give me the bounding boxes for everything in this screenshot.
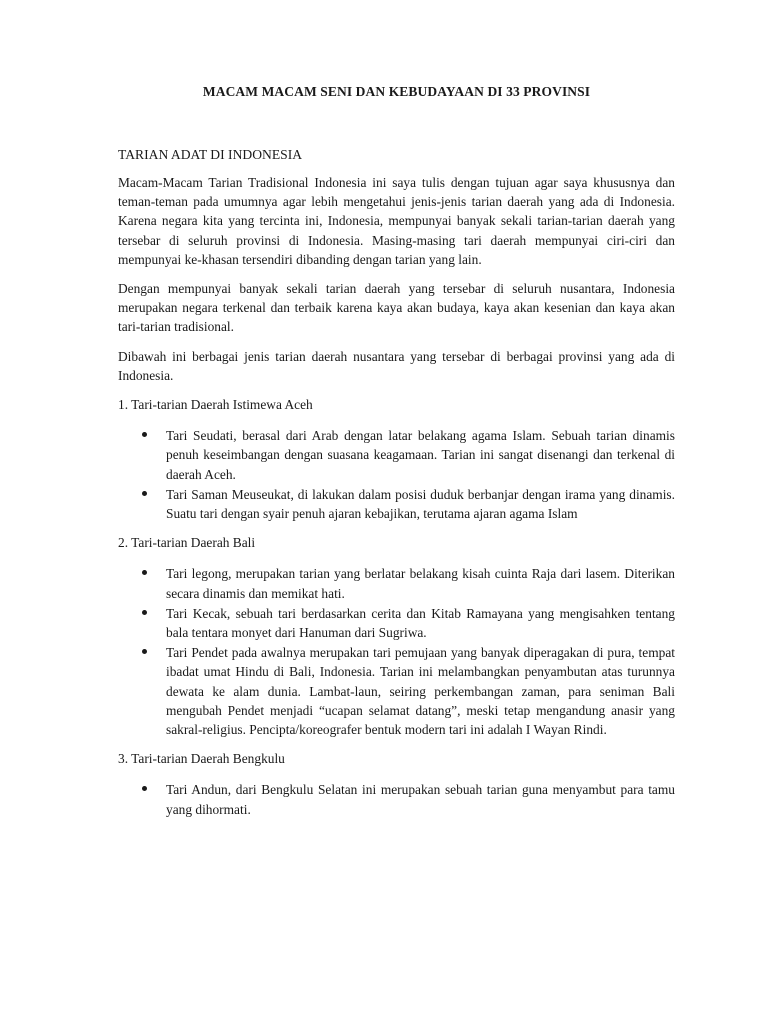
list-item-text: Tari legong, merupakan tarian yang berlatar belakang kisah cuinta Raja dari lasem. Diterikan secara dinamis dan memikat hati. [166, 566, 675, 601]
list-item-text: Tari Saman Meuseukat, di lakukan dalam posisi duduk berbanjar dengan irama yang dinamis. Suatu tari dengan syair penuh ajaran kebajikan, terutama ajaran agama Islam [166, 486, 675, 522]
section-heading: TARIAN ADAT DI INDONESIA [118, 147, 303, 162]
bullet-icon [142, 786, 147, 791]
list-heading-bengkulu: 3. Tari-tarian Daerah Bengkulu [118, 751, 285, 767]
document-title: MACAM MACAM SENI DAN KEBUDAYAAN DI 33 PROVINSI [202, 84, 591, 99]
list-item-text: Tari Kecak, sebuah tari berdasarkan cerita dan Kitab Ramayana yang mengisahken tentang bala tentara monyet dari Hanuman dari Sugriwa. [166, 605, 675, 641]
list-item [118, 604, 675, 642]
list-item-text: Tari Andun, dari Bengkulu Selatan ini merupakan sebuah tarian guna menyambut para tamu yang dihormati. [166, 782, 675, 817]
paragraph-list-intro: Dibawah ini berbagai jenis tarian daerah nusantara yang tersebar di berbagai provinsi yang ada di Indonesia. [118, 348, 675, 383]
list-bengkulu [118, 780, 675, 818]
paragraph-intro: Macam-Macam Tarian Tradisional Indonesia ini saya tulis dengan tujuan agar saya khususnya dan teman-teman pada umumnya agar lebih mengetahui jenis-jenis tarian daerah yang ada di Indonesia. Karena negara kita yang tercinta ini, Indonesia, mempunyai banyak sekali tarian-tarian daerah yang tersebar di seluruh provinsi di Indonesia. Masing-masing tari daerah mempunyai ciri-ciri dan mempunyai ke-khasan tersendiri dibanding dengan tarian yang lain. [118, 175, 675, 267]
document-page [118, 84, 675, 829]
list-item [118, 643, 675, 739]
bullet-icon [142, 610, 147, 615]
bullet-icon [142, 432, 147, 437]
bullet-icon [142, 649, 147, 654]
list-item [118, 426, 675, 484]
list-item-text: Tari Seudati, berasal dari Arab dengan latar belakang agama Islam. Sebuah tarian dinamis penuh keseimbangan dengan suasana keagamaan. Tarian ini sangat disenangi dan terkenal di daerah Aceh. [166, 428, 675, 482]
list-heading-aceh: 1. Tari-tarian Daerah Istimewa Aceh [118, 397, 313, 413]
bullet-icon [142, 491, 147, 496]
list-item [118, 780, 675, 818]
list-heading-bali: 2. Tari-tarian Daerah Bali [118, 535, 256, 551]
paragraph-richness: Dengan mempunyai banyak sekali tarian daerah yang tersebar di seluruh nusantara, Indonesia merupakan negara terkenal dan terbaik karena kaya akan budaya, kaya akan kesenian dan kaya akan tari-tarian tradisional. [118, 281, 675, 335]
list-item [118, 485, 675, 523]
list-item [118, 564, 675, 602]
list-bali [118, 564, 675, 739]
bullet-icon [142, 570, 147, 575]
list-aceh [118, 426, 675, 523]
list-item-text: Tari Pendet pada awalnya merupakan tari pemujaan yang banyak diperagakan di pura, tempat ibadat umat Hindu di Bali, Indonesia. Tarian ini melambangkan penyambutan atas turunnya dewata ke alam dunia. Lambat-laun, seiring perkembangan zaman, para seniman Bali mengubah Pendet menjadi “ucapan selamat datang”, meski tetap mengandung anasir yang sakral-religius. Pencipta/koreografer bentuk modern tari ini adalah I Wayan Rindi. [166, 645, 675, 738]
